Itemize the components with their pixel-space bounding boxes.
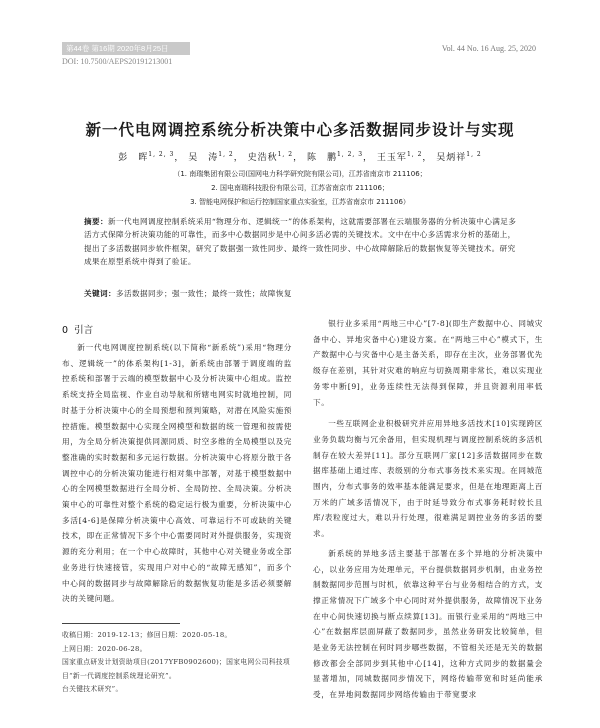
abstract [84,215,518,268]
section-heading [62,322,93,336]
body-paragraph: 银行业多采用“两地三中心”[7-8](即生产数据中心、同城灾备中心、异地灾备中心)建设方案。在“两地三中心”模式下，生产数据中心与灾备中心是主备关系，即存在主次，业务部署优先级存在差别，其针对灾难的响应与切换周期非常长，难以实现业务零中断[9]，业务连续性无法得到保障，并且资源利用率低下。 [313,319,543,407]
column-right [313,316,543,703]
section-number: 0 [62,325,69,336]
footnote-funding: 国家重点研发计划资助项目(2017YFB0902600)；国家电网公司科技项目“新一代调度控制系统理论研究”。 [62,658,290,680]
journal-issue-banner [62,42,190,55]
affiliation-1: （1. 南瑞集团有限公司(国网电力科学研究院有限公司)，江苏省南京市 211106； [173,170,427,178]
keywords-text: 多活数据同步；强一致性；最终一致性；故障恢复 [115,289,292,298]
author-list: 彭 晖$^{1, 2, 3}$， 吴 涛$^{1, 2}$， 史浩秋$^{1, 2}$， 陈 鹏$^{1, 2, 3}$， 王玉军$^{1, 2}$， 吴炳祥$^{1, 2}$ [118,151,482,163]
footnote-divider [62,623,180,624]
keywords-label: 关键词： [84,289,116,298]
journal-issue-text: 第44卷 第16期 2020年8月25日 [66,44,169,53]
footnote-received: 收稿日期：2019-12-13；修回日期：2020-05-18。 [62,631,232,639]
affiliation-2: 2. 国电南瑞科技股份有限公司，江苏省南京市 211106； [211,184,389,192]
author: 彭 晖$^{1, 2, 3}$ [118,151,175,163]
section-title: 引言 [74,325,94,336]
abstract-label: 摘要： [84,217,108,226]
keywords [84,288,518,299]
body-paragraph: 新一代电网调度控制系统(以下简称“新系统”)采用“物理分布、逻辑统一”的体系架构[1-3]，新系统由部署于调度端的监控系统和部署于云端的模型数据中心及分析决策中心组成。监控系统支持全局监视、作业自动导航和所辖电网实时就地控制，同时基于分析决策中心的全局预想和预判策略，对潜在风险实施预控措施。模型数据中心实现全网模型和数据的统一管理和按需使用，为全局分析决策提供同源同质、时空多维的全局模型以及完整准确的实时数据和多元运行数据。分析决策中心将原分散于各调控中心的分析决策功能进行相对集中部署，对基于模型数据中心的全网模型数据进行全局分析、全局防控、全局决策。分析决策中心的可靠性对整个系统的稳定运行极为重要，分析决策中心多活[4-6]是保障分析决策中心高效、可靠运行不可或缺的关键技术，即在正常情况下多个中心需要同时对外提供服务，实现资源的充分利用；在一个中心故障时，其他中心对关键业务或全部业务进行快速接管，实现用户对中心的“故障无感知”，而多个中心间的数据同步与故障解除后的数据恢复功能是多活必须要解决的关键问题。 [62,343,292,604]
journal-issue-english: Vol. 44 No. 16 Aug. 25, 2020 [441,44,536,53]
author: 史浩秋$^{1, 2}$ [247,151,294,163]
footnotes [62,629,294,697]
doi: DOI: 10.7500/AEPS20191213001 [62,57,173,66]
author: 王玉军$^{1, 2}$ [376,151,423,163]
author: 吴炳祥$^{1, 2}$ [436,151,482,163]
column-left [62,340,292,607]
affiliation-3: 3. 智能电网保护和运行控制国家重点实验室，江苏省南京市 211106） [190,198,410,206]
abstract-text: 新一代电网调度控制系统采用“物理分布、逻辑统一”的体系架构，这就需要部署在云端服务器的分析决策中心满足多活方式保障分析决策功能的可靠性，而多中心数据同步是中心间多活必需的关键技术。文中在中心多活需求分析的基础上，提出了多活数据同步软件框架，研究了数据强一致性同步、最终一致性同步、中心故障解除后的数据恢复等关键技术。研究成果在原型系统中得到了验证。 [84,217,517,266]
footnote-funding-cont: 台关键技术研究”。 [62,685,123,694]
body-paragraph: 新系统的异地多活主要基于部署在多个异地的分析决策中心，以业务应用为处理单元，平台提供数据同步机制，由业务控制数据同步范围与时机，依靠这种平台与业务相结合的方式，支撑正常情况下广域多个中心同时对外提供服务，故障情况下业务在中心间快速切换与断点续算[13]。而银行业采用的“两地三中心”在数据库层面屏蔽了数据同步，虽然业务研发比较简单，但是业务无法控制在何时同步哪些数据，不管相关还是无关的数据修改都会全部同步到其他中心[14]，这种方式同步的数据量会显著增加，同城数据同步情况下，网络传输带宽和时延尚能承受，在异地间数据同步网络传输由于带宽要求 [313,548,543,700]
paper-title: 新一代电网调控系统分析决策中心多活数据同步设计与实现 [85,121,515,139]
author: 陈 鹏$^{1, 2, 3}$ [306,151,364,163]
footnote-online: 上网日期：2020-06-28。 [62,644,147,653]
body-paragraph: 一些互联网企业积极研究并应用异地多活技术[10]实现跨区业务负载均衡与冗余备用，但实现机理与调度控制系统的多活机制存在较大差异[11]。部分互联网厂家[12]多活数据同步在数据库基础上通过库、表级别的分布式事务技术来实现。在同城范围内，分布式事务的效率基本能满足要求，但是在地理距离上百万米的广域多活情况下，由于时延导致分布式事务耗时较长且库/表粒度过大，难以升行处理，很难满足调控业务的多活的要求。 [313,419,543,539]
author: 吴 涛$^{1, 2}$ [188,151,234,163]
